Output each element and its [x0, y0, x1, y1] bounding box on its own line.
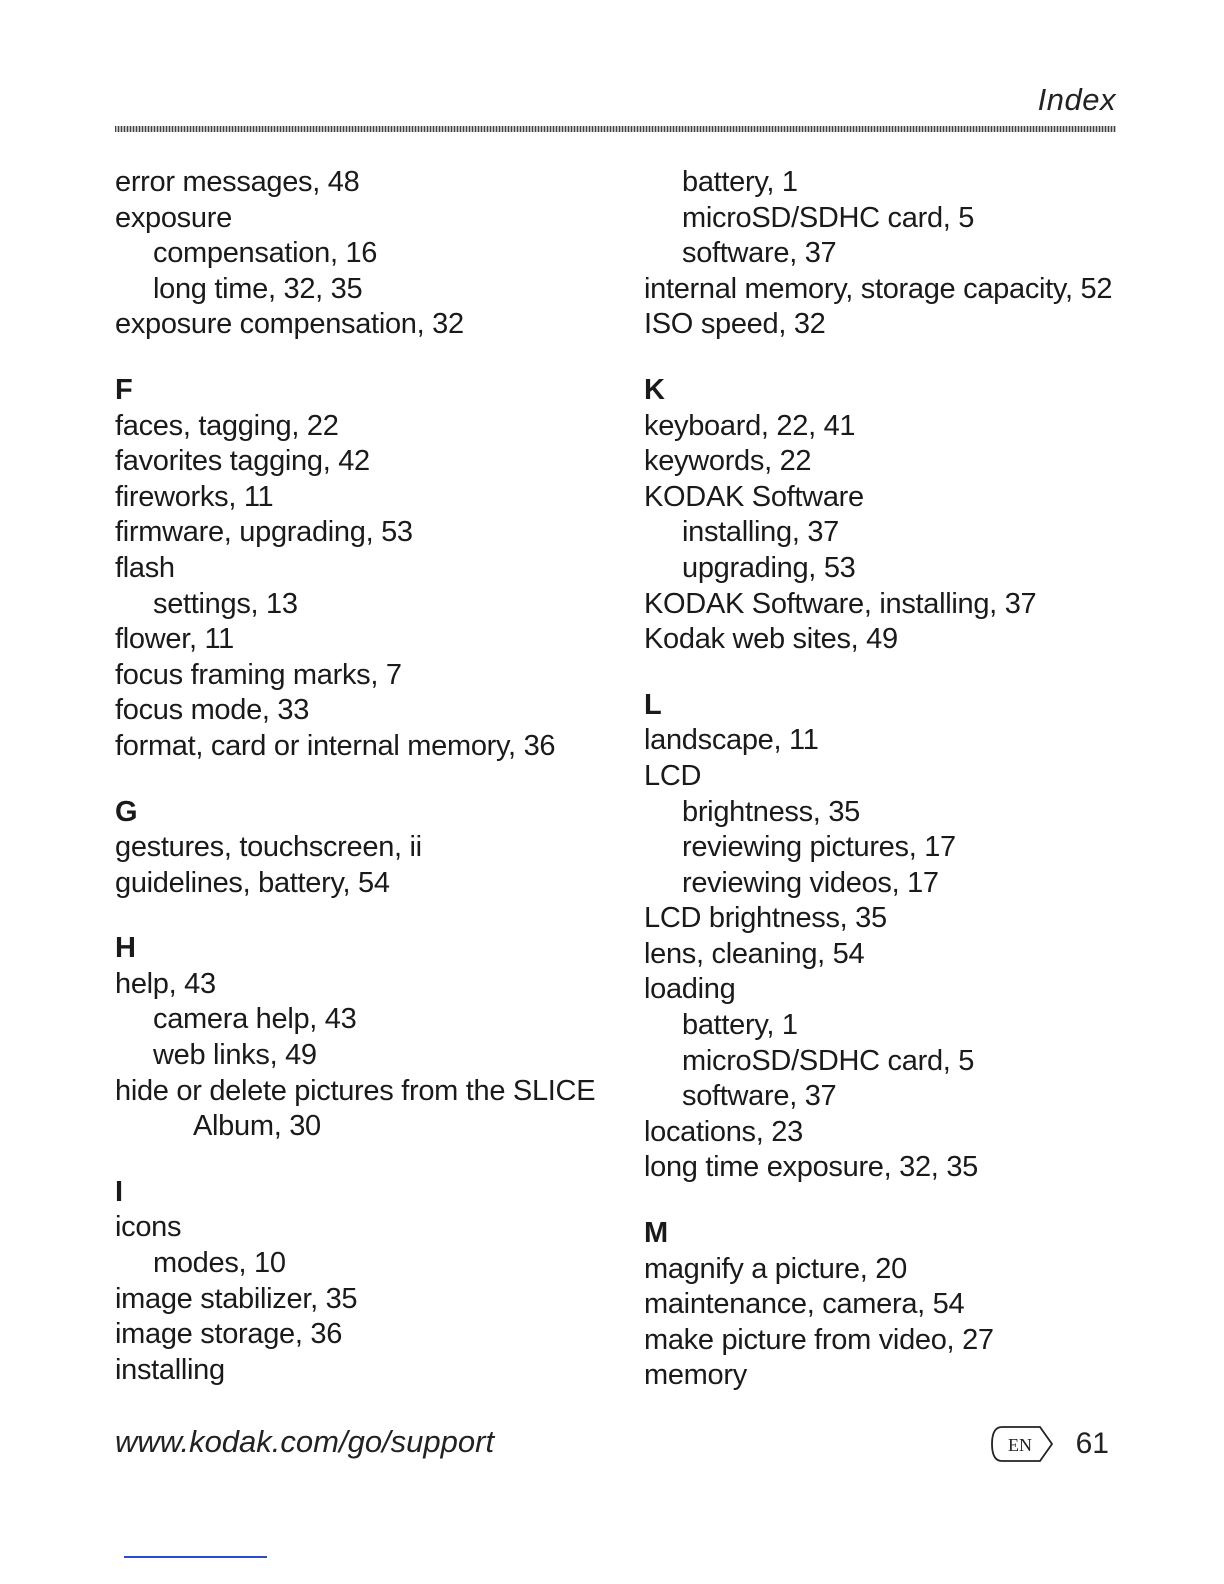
- index-entry: exposure compensation, 32: [115, 308, 464, 341]
- index-section-letter: I: [115, 1175, 124, 1208]
- index-subentry: battery, 1: [682, 1009, 798, 1042]
- index-section-letter: K: [644, 373, 665, 406]
- index-section-letter: L: [644, 688, 662, 721]
- index-entry: firmware, upgrading, 53: [115, 516, 413, 549]
- index-entry: error messages, 48: [115, 166, 360, 198]
- index-entry: locations, 23: [644, 1115, 803, 1148]
- index-entry: keyboard, 22, 41: [644, 409, 856, 442]
- index-subentry: long time, 32, 35: [153, 272, 363, 305]
- index-section-letter: M: [644, 1217, 669, 1250]
- index-entry: maintenance, camera, 54: [644, 1288, 965, 1321]
- index-subentry: reviewing videos, 17: [682, 866, 939, 899]
- index-entry: memory: [644, 1359, 747, 1392]
- index-subentry: web links, 49: [153, 1039, 317, 1072]
- index-subentry: microSD/SDHC card, 5: [682, 201, 975, 234]
- index-entry: loading: [644, 973, 736, 1006]
- index-entry: KODAK Software: [644, 480, 864, 513]
- language-badge-shape: [990, 1425, 1054, 1463]
- language-badge-icon: [990, 1425, 1054, 1463]
- page-header-title: Index: [1037, 82, 1116, 117]
- index-subentry: reviewing pictures, 17: [682, 831, 956, 864]
- index-entry: exposure: [115, 201, 232, 234]
- index-subentry: camera help, 43: [153, 1003, 357, 1036]
- index-entry: LCD brightness, 35: [644, 902, 887, 935]
- index-entry: focus mode, 33: [115, 694, 310, 727]
- index-subentry: microSD/SDHC card, 5: [682, 1044, 975, 1077]
- index-entry: Kodak web sites, 49: [644, 623, 898, 656]
- index-entry: KODAK Software, installing, 37: [644, 587, 1037, 620]
- index-entry: icons: [115, 1211, 182, 1244]
- index-subentry: modes, 10: [153, 1247, 286, 1280]
- index-entry: fireworks, 11: [115, 480, 274, 513]
- bottom-divider: [124, 1556, 267, 1558]
- index-entry: focus framing marks, 7: [115, 658, 402, 691]
- index-entry: LCD: [644, 759, 702, 792]
- index-entry: guidelines, battery, 54: [115, 866, 390, 899]
- index-section-letter: F: [115, 373, 133, 406]
- index-entry: favorites tagging, 42: [115, 445, 370, 478]
- index-entry: image storage, 36: [115, 1318, 343, 1351]
- language-badge-label: EN: [1007, 1435, 1032, 1455]
- footer-page-info: [990, 1425, 1109, 1463]
- index-entry: gestures, touchscreen, ii: [115, 831, 422, 864]
- index-entry: installing: [115, 1353, 225, 1386]
- index-subentry: battery, 1: [682, 166, 798, 198]
- index-subentry: software, 37: [682, 1080, 837, 1113]
- index-column-left: [115, 165, 595, 1388]
- index-entry: hide or delete pictures from the SLICE: [115, 1074, 596, 1107]
- index-entry: faces, tagging, 22: [115, 409, 339, 442]
- index-entry: flash: [115, 551, 175, 584]
- index-entry: landscape, 11: [644, 724, 819, 757]
- index-entry: internal memory, storage capacity, 52: [644, 272, 1113, 305]
- index-entry: magnify a picture, 20: [644, 1252, 907, 1285]
- footer-support-url: www.kodak.com/go/support: [115, 1424, 495, 1459]
- index-entry: lens, cleaning, 54: [644, 937, 865, 970]
- index-entry: keywords, 22: [644, 445, 812, 478]
- index-entry: make picture from video, 27: [644, 1323, 994, 1356]
- page-number: 61: [1075, 1427, 1109, 1460]
- index-column-right: [644, 165, 1124, 1394]
- index-entry: image stabilizer, 35: [115, 1282, 358, 1315]
- index-subentry: software, 37: [682, 237, 837, 270]
- index-section-letter: G: [115, 795, 138, 828]
- index-section-letter: H: [115, 932, 136, 965]
- index-entry: long time exposure, 32, 35: [644, 1151, 978, 1184]
- index-entry: flower, 11: [115, 623, 234, 656]
- index-subentry: installing, 37: [682, 516, 840, 549]
- index-entry: ISO speed, 32: [644, 308, 826, 341]
- index-subentry: brightness, 35: [682, 795, 860, 828]
- index-entry: format, card or internal memory, 36: [115, 729, 556, 762]
- index-subentry: compensation, 16: [153, 237, 378, 270]
- index-subentry: settings, 13: [153, 587, 298, 620]
- index-entry: help, 43: [115, 967, 216, 1000]
- index-subentry: upgrading, 53: [682, 551, 856, 584]
- header-rule: [115, 126, 1116, 132]
- index-entry: Album, 30: [193, 1110, 321, 1143]
